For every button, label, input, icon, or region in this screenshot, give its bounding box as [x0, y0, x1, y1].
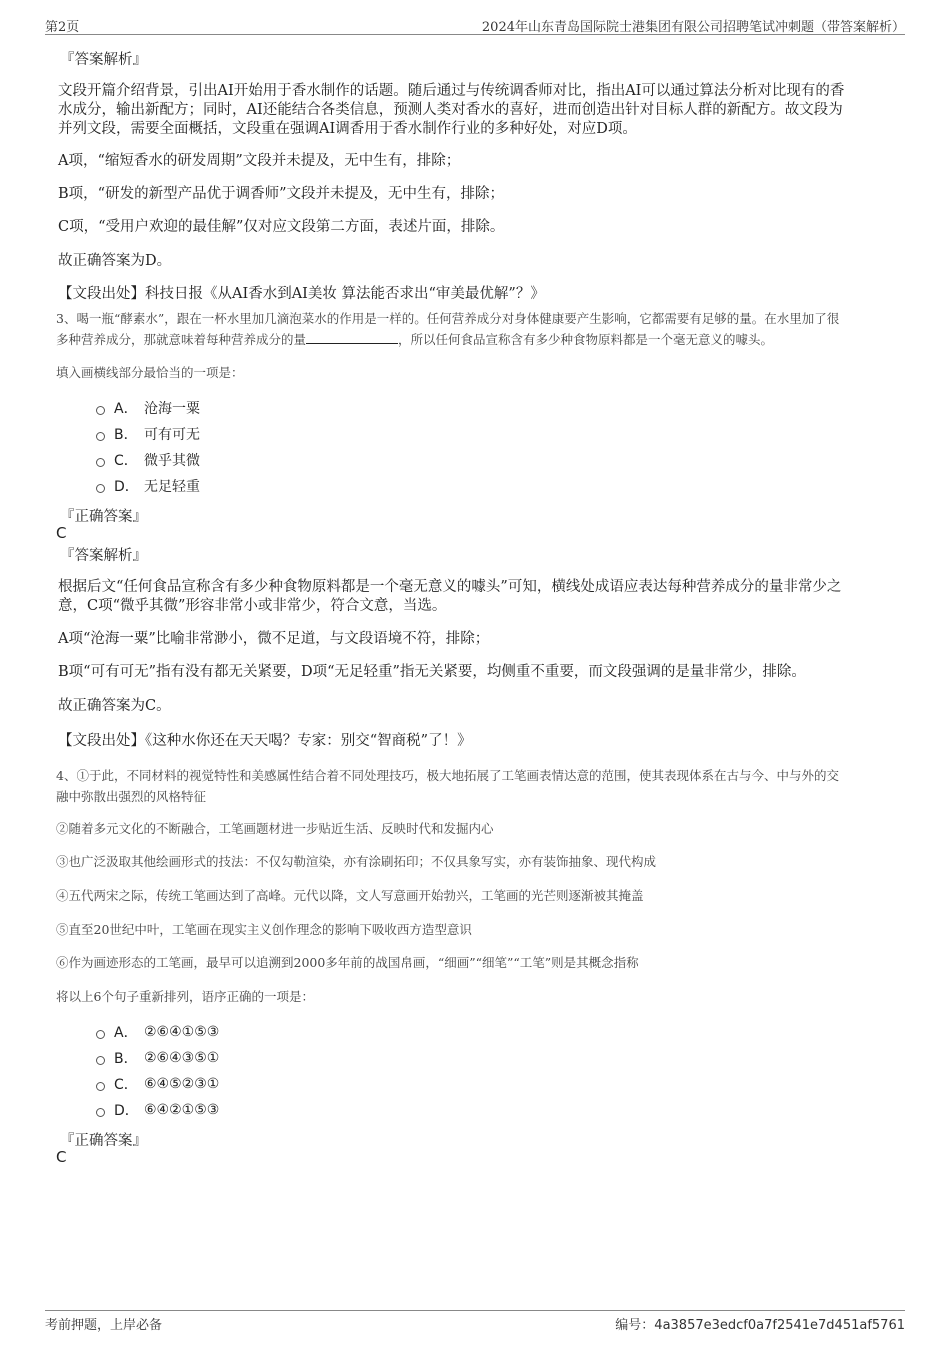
- radio-icon[interactable]: [96, 1108, 105, 1117]
- code-value: 4a3857e3edcf0a7f2541e7d451af5761: [654, 1318, 905, 1333]
- question-4-sentence-5: ⑤直至20世纪中叶，工笔画在现实主义创作理念的影响下吸收西方造型意识: [56, 922, 472, 937]
- option-bd-explanation: B项“可有可无”指有没有都无关紧要，D项“无足轻重”指无关紧要，均侧重不重要，而文段强调的是量非常少，排除。: [58, 664, 806, 680]
- question-3-stem-line2: [56, 329, 773, 351]
- analysis-line: 根据后文“任何食品宣称含有多少种食物原料都是一个毫无意义的噱头”可知，横线处成语应表达每种营养成分的量非常少之: [58, 579, 842, 595]
- q3-option-d[interactable]: D． 无足轻重: [96, 476, 200, 496]
- page-number: 第2页: [45, 20, 80, 35]
- text-source: 【文段出处】科技日报《从AI香水到AI美妆 算法能否求出“审美最优解”？》: [58, 286, 545, 302]
- question-4-prompt: 将以上6个句子重新排列，语序正确的一项是：: [56, 989, 314, 1004]
- document-code: [615, 1314, 905, 1333]
- correct-answer-label: 『正确答案』: [60, 509, 147, 525]
- correct-answer-label: 『正确答案』: [60, 1133, 147, 1149]
- question-4-sentence-2: ②随着多元文化的不断融合，工笔画题材进一步贴近生活、反映时代和发掘内心: [56, 821, 494, 836]
- question-4-sentence-4: ④五代两宋之际，传统工笔画达到了高峰。元代以降，文人写意画开始勃兴，工笔画的光芒则逐渐被其掩盖: [56, 888, 644, 903]
- q4-option-c[interactable]: C． ⑥④⑤②③①: [96, 1074, 219, 1094]
- page-header: [45, 14, 905, 35]
- answer-conclusion: 故正确答案为D。: [58, 253, 172, 269]
- q4-option-a[interactable]: A． ②⑥④①⑤③: [96, 1022, 219, 1042]
- analysis-line: 水成分，输出新配方；同时，AI还能结合各类信息，预测人类对香水的喜好，进而创造出针对目标人群的新配方。故文段为: [58, 102, 843, 118]
- correct-answer-value: C: [56, 524, 67, 542]
- option-c-explanation: C项，“受用户欢迎的最佳解”仅对应文段第二方面，表述片面，排除。: [58, 219, 505, 235]
- page-footer: [45, 1310, 905, 1333]
- q4-option-b[interactable]: B． ②⑥④③⑤①: [96, 1048, 219, 1068]
- radio-icon[interactable]: [96, 1056, 105, 1065]
- question-3-stem: 3、喝一瓶“酵素水”，跟在一杯水里加几滴泡菜水的作用是一样的。任何营养成分对身体健康要产生影响，它都需要有足够的量。在水里加了很: [56, 311, 840, 326]
- radio-icon[interactable]: [96, 484, 105, 493]
- footer-slogan: 考前押题，上岸必备: [45, 1318, 163, 1333]
- code-label: 编号：: [615, 1318, 655, 1333]
- fill-blank: [306, 331, 398, 344]
- radio-icon[interactable]: [96, 1030, 105, 1039]
- correct-answer-value: C: [56, 1148, 67, 1166]
- q3-option-b[interactable]: B． 可有可无: [96, 424, 200, 444]
- answer-conclusion: 故正确答案为C。: [58, 698, 171, 714]
- question-3-prompt: 填入画横线部分最恰当的一项是：: [56, 365, 244, 380]
- text-source: 【文段出处】《这种水你还在天天喝？专家：别交“智商税”了！》: [58, 733, 472, 749]
- question-4-sentence-3: ③也广泛汲取其他绘画形式的技法：不仅勾勒渲染，亦有涂刷拓印；不仅具象写实，亦有装饰抽象、现代构成: [56, 854, 657, 869]
- analysis-line: 意，C项“微乎其微”形容非常小或非常少，符合文意，当选。: [58, 598, 447, 614]
- question-4-sentence-1: 4、①于此，不同材料的视觉特性和美感属性结合着不同处理技巧，极大地拓展了工笔画表情达意的范围，使其表现体系在古与今、中与外的交: [56, 768, 839, 783]
- radio-icon[interactable]: [96, 432, 105, 441]
- question-4-sentence-6: ⑥作为画迹形态的工笔画，最早可以追溯到2000多年前的战国帛画，“细画”“细笔”“工笔”则是其概念指称: [56, 955, 639, 970]
- radio-icon[interactable]: [96, 1082, 105, 1091]
- q3-option-a[interactable]: A． 沧海一粟: [96, 398, 200, 418]
- q3-option-c[interactable]: C． 微乎其微: [96, 450, 200, 470]
- option-a-explanation: A项“沧海一粟”比喻非常渺小，微不足道，与文段语境不符，排除；: [58, 631, 490, 647]
- option-b-explanation: B项，“研发的新型产品优于调香师”文段并未提及，无中生有，排除；: [58, 186, 504, 202]
- q4-option-d[interactable]: D． ⑥④②①⑤③: [96, 1100, 219, 1120]
- radio-icon[interactable]: [96, 458, 105, 467]
- radio-icon[interactable]: [96, 406, 105, 415]
- analysis-line: 文段开篇介绍背景，引出AI开始用于香水制作的话题。随后通过与传统调香师对比，指出AI可以通过算法分析对比现有的香: [58, 83, 845, 99]
- option-a-explanation: A项，“缩短香水的研发周期”文段并未提及，无中生有，排除；: [58, 153, 461, 169]
- question-4-sentence-1-cont: 融中弥散出强烈的风格特征: [56, 789, 207, 804]
- document-title: 2024年山东青岛国际院士港集团有限公司招聘笔试冲刺题（带答案解析）: [481, 20, 905, 35]
- answer-analysis-label: 『答案解析』: [60, 52, 147, 68]
- analysis-line: 并列文段，需要全面概括，文段重在强调AI调香用于香水制作行业的多种好处，对应D项。: [58, 121, 637, 137]
- stem-text: ，所以任何食品宣称含有多少种食物原料都是一个毫无意义的噱头。: [398, 332, 774, 347]
- answer-analysis-label: 『答案解析』: [60, 548, 147, 564]
- stem-text: 多种营养成分，那就意味着每种营养成分的量: [56, 332, 307, 347]
